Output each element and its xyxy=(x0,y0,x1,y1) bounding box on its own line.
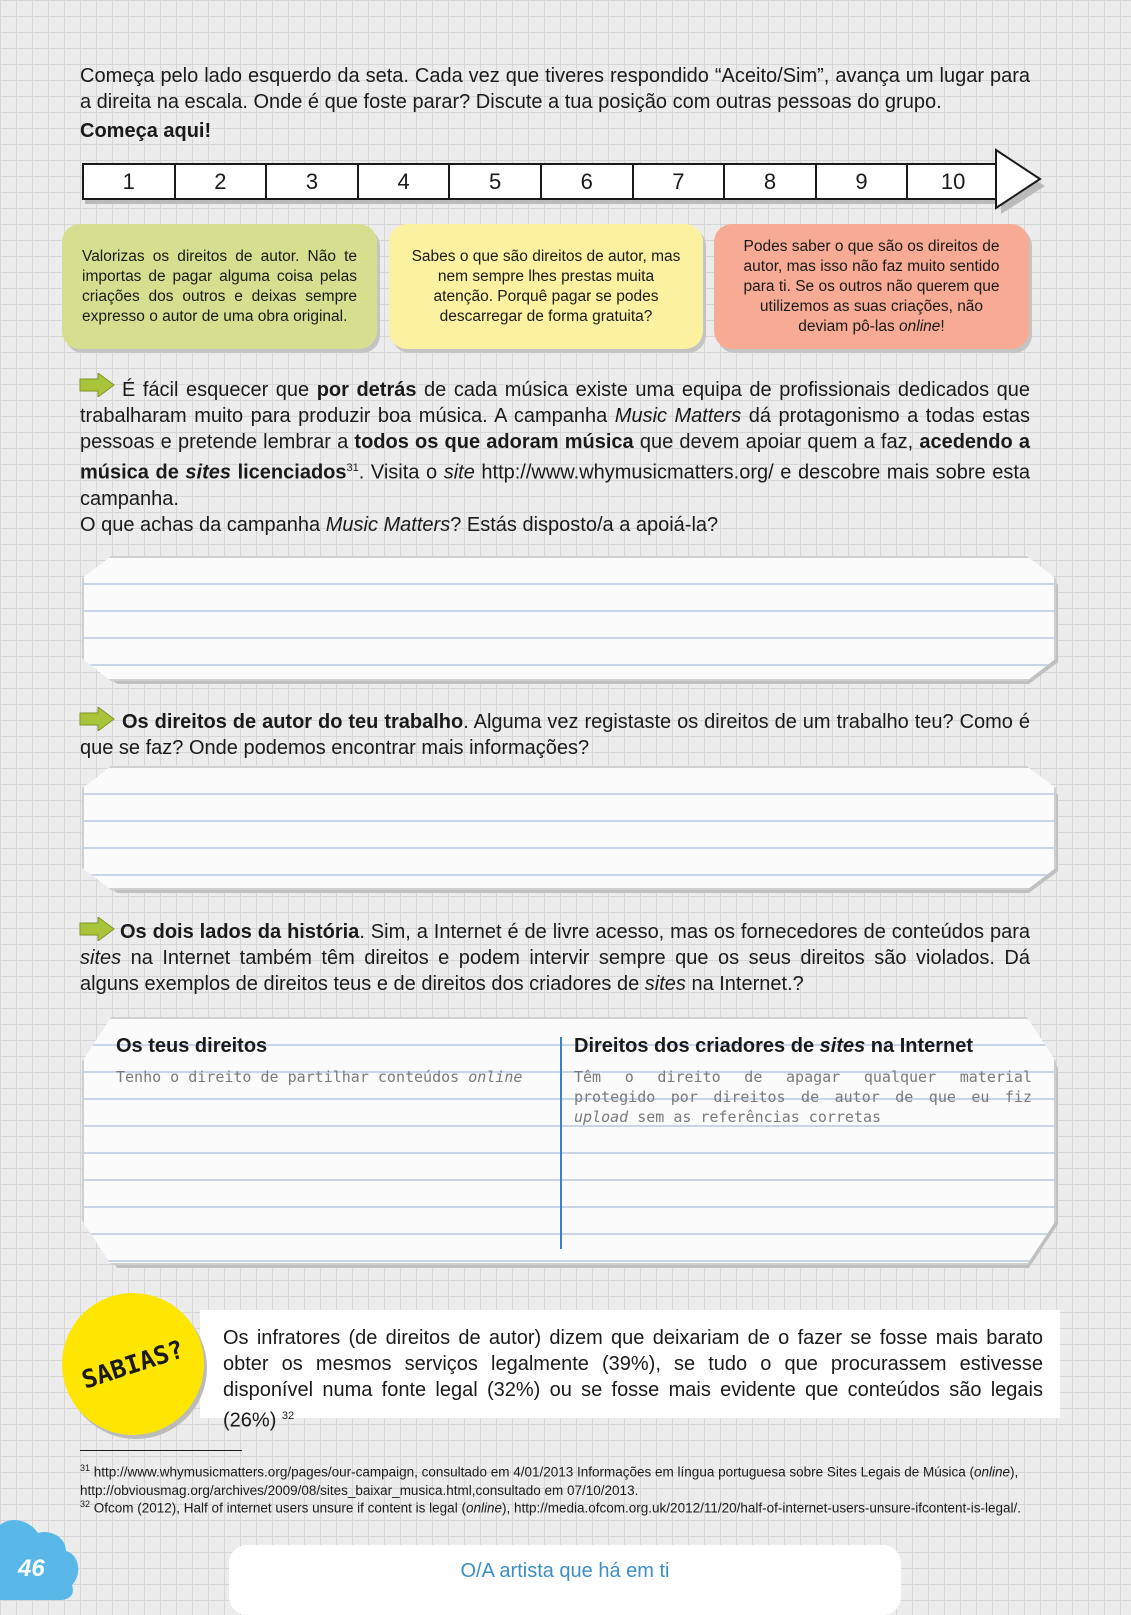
rights-right-title: Direitos dos criadores de sites na Internet xyxy=(574,1035,974,1057)
music-matters-question: O que achas da campanha Music Matters? Estás disposto/a a apoiá-la? xyxy=(80,514,719,536)
rights-left-example: Tenho o direito de partilhar conteúdos online xyxy=(116,1068,523,1086)
intro-text: Começa pelo lado esquerdo da seta. Cada vez que tiveres respondido “Aceito/Sim”, avança um lugar para a direita na escala. Onde é que foste parar? Discute a tua posição com outras pessoas do grupo. xyxy=(80,65,1030,113)
scale-step-10[interactable]: 10 xyxy=(940,168,966,194)
answer-box-music-matters[interactable] xyxy=(82,556,1056,681)
scale-step-4[interactable]: 4 xyxy=(359,165,451,198)
scale-step-8[interactable]: 8 xyxy=(725,165,817,198)
answer-box-copyright[interactable] xyxy=(82,766,1056,890)
music-matters-paragraph: É fácil esquecer que por detrás de cada música existe uma equipa de profissionais dedicados que trabalharam muito para produzir boa música. A campanha Music Matters dá protagonismo a todas estas pessoas e pretende lembrar a todos os que adoram música que devem apoiar quem a faz, acedendo a música de sites licenciados$^{31}$. Visita o site http://www.whymusicmatters.org/ e descobre mais sobre esta campanha. xyxy=(80,379,1031,510)
copyright-own-paragraph: Os direitos de autor do teu trabalho. Alguma vez registaste os direitos de um trabalho teu? Como é que se faz? Onde podemos encontrar mais informações? xyxy=(80,711,1030,759)
level-yellow-text: Sabes o que são direitos de autor, mas nem sempre lhes prestas muita atenção. Porquê pagar se podes descarregar de forma gratuita? xyxy=(411,247,681,325)
scale-step-9[interactable]: 9 xyxy=(817,165,909,198)
footnote-32: $^{32}$ Ofcom (2012), Half of internet users unsure if content is legal (online), http://media.ofcom.org.uk/2012/11/20/half-of-internet-users-unsure-ifcontent-is-legal/. xyxy=(80,1499,1021,1516)
scale-step-3[interactable]: 3 xyxy=(267,165,359,198)
rating-scale xyxy=(82,163,1000,200)
did-you-know-text: Os infratores (de direitos de autor) dizem que deixariam de o fazer se fosse mais barato obter os mesmos serviços legalmente (39%), se tudo o que procurassem estivesse disponível numa fonte legal (32%) ou se fosse mais evidente que conteúdos são legais (26%) $^{32}$ xyxy=(223,1327,1043,1432)
footer-book-title: O/A artista que há em ti xyxy=(460,1560,670,1582)
two-sides-paragraph: Os dois lados da história. Sim, a Internet é de livre acesso, mas os fornecedores de conteúdos para sites na Internet também têm direitos e podem intervir sempre que os seus direitos são violados. Dá alguns exemplos de direitos teus e de direitos dos criadores de sites na Internet.? xyxy=(80,921,1030,995)
scale-step-2[interactable]: 2 xyxy=(176,165,268,198)
scale-arrowhead-icon xyxy=(994,148,1046,216)
rights-right-example: Têm o direito de apagar qualquer material protegido por direitos de autor de que eu fiz upload sem as referências corretas xyxy=(574,1068,1032,1126)
start-label: Começa aqui! xyxy=(80,120,212,142)
page-number: 46 xyxy=(18,1555,45,1582)
scale-step-7[interactable]: 7 xyxy=(634,165,726,198)
footnote-31: $^{31}$ http://www.whymusicmatters.org/pages/our-campaign, consultado em 4/01/2013 Informações em língua portuguesa sobre Sites Legais de Música (online), http://obviousmag.org/archives/2009/08/sites_baixar_musica.html,consultado em 07/10/2013. xyxy=(80,1463,1019,1498)
did-you-know-badge-text: SABIAS? xyxy=(78,1333,188,1395)
did-you-know-badge xyxy=(62,1293,204,1435)
rights-divider xyxy=(560,1037,562,1249)
scale-step-6[interactable]: 6 xyxy=(542,165,634,198)
level-orange-text: Podes saber o que são os direitos de autor, mas isso não faz muito sentido para ti. Se os outros não querem que utilizemos as suas criações, não deviam pô-las online! xyxy=(743,237,1000,335)
scale-step-1[interactable]: 1 xyxy=(84,165,176,198)
footnote-rule xyxy=(80,1450,242,1451)
scale-step-5[interactable]: 5 xyxy=(450,165,542,198)
level-green-text: Valorizas os direitos de autor. Não te importas de pagar alguma coisa pelas criações dos outros e deixas sempre expresso o autor de uma obra original. xyxy=(82,247,357,325)
level-box-yellow xyxy=(389,224,703,349)
rights-left-title: Os teus direitos xyxy=(116,1035,268,1057)
level-box-green xyxy=(62,224,377,349)
level-box-orange xyxy=(714,224,1029,349)
